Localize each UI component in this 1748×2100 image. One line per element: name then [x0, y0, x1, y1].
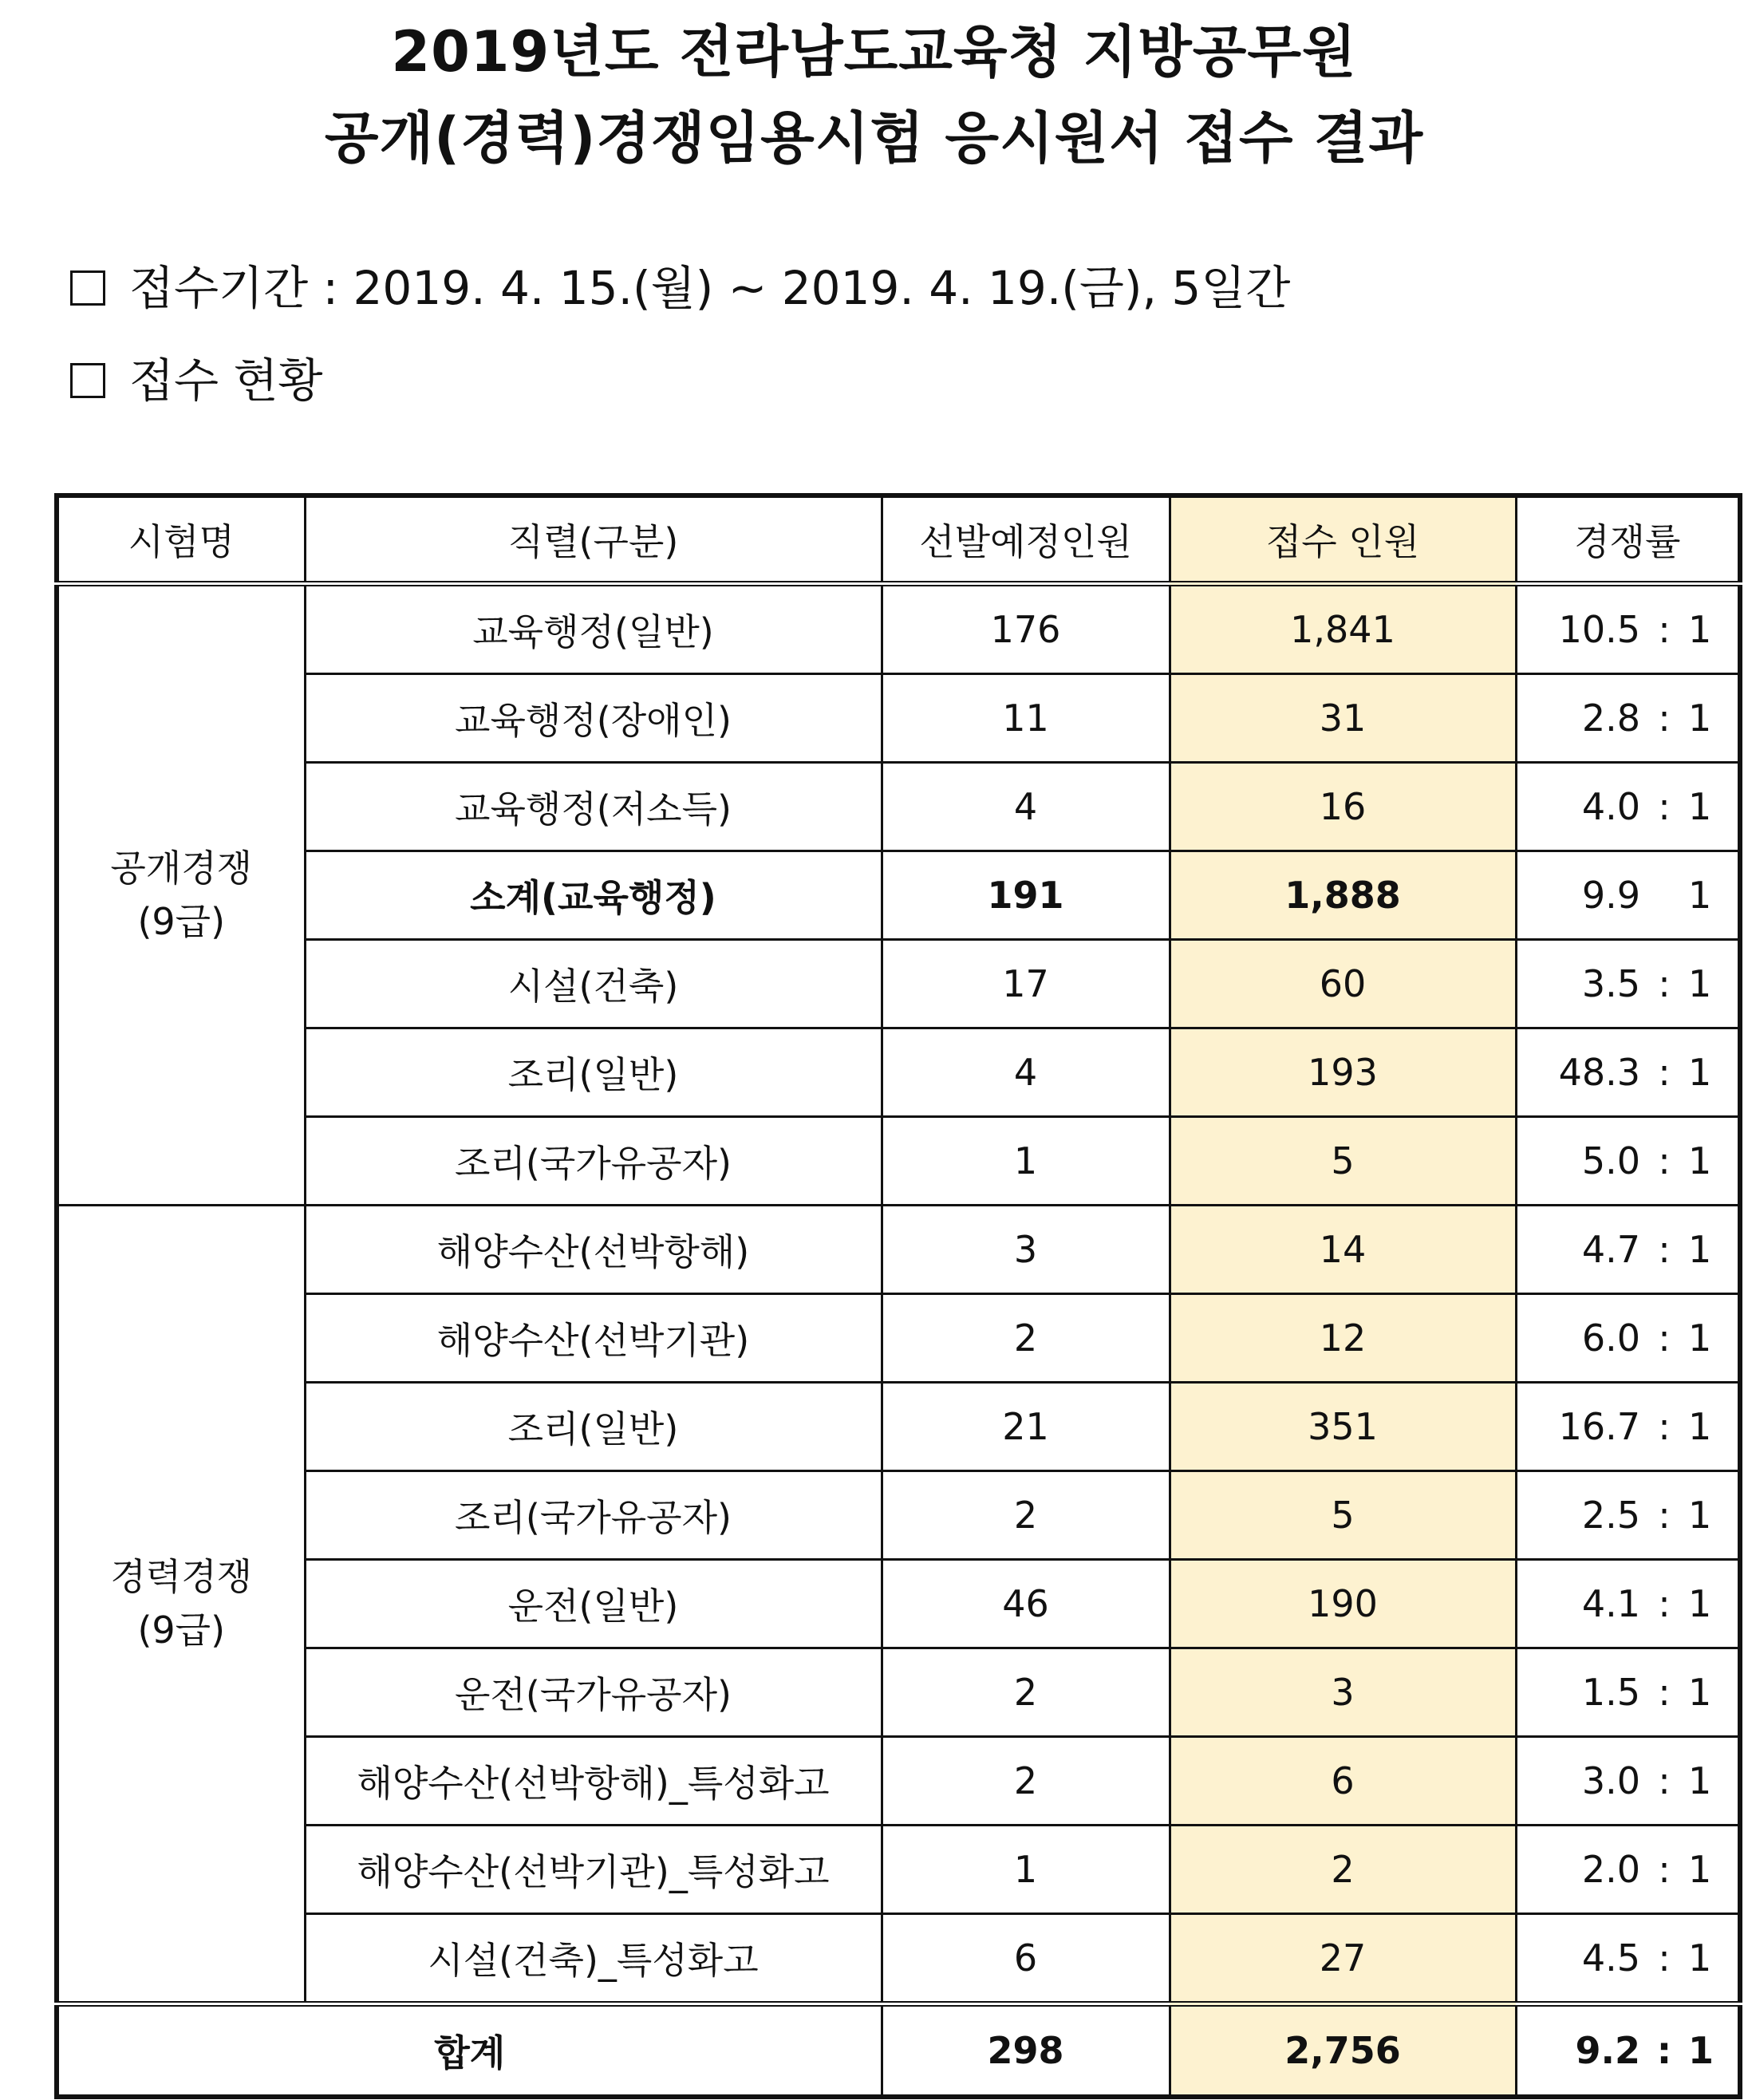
rate-colon: :: [1656, 2029, 1672, 2072]
cell-series: 조리(국가유공자): [305, 1117, 882, 1206]
period-bullet: [70, 261, 1291, 315]
checkbox-square-icon: [70, 270, 105, 306]
table-header-row: [57, 495, 1740, 584]
cell-series: 소계(교육행정): [305, 851, 882, 940]
rate-one: 1: [1688, 785, 1712, 828]
rate-one: 1: [1688, 1936, 1712, 1980]
table-row: [57, 851, 1740, 940]
cell-applicants: 5: [1170, 1471, 1516, 1560]
rate-value: 2.5: [1581, 1494, 1640, 1537]
cell-series: 조리(국가유공자): [305, 1471, 882, 1560]
rate-colon: :: [1658, 608, 1671, 651]
table-row: [57, 674, 1740, 763]
rate-value: 1.5: [1581, 1671, 1640, 1714]
cell-rate: [1516, 674, 1740, 763]
rate-colon: :: [1658, 1494, 1671, 1537]
cell-series: 교육행정(저소득): [305, 763, 882, 851]
cell-planned: 191: [882, 851, 1170, 940]
cell-applicants: 6: [1170, 1737, 1516, 1826]
cell-applicants: 351: [1170, 1383, 1516, 1471]
page-title-line1: 2019년도 전라남도교육청 지방공무원: [391, 19, 1357, 85]
rate-value: 4.1: [1581, 1582, 1640, 1625]
cell-rate: [1516, 1826, 1740, 1914]
cell-applicants: 1,888: [1170, 851, 1516, 940]
rate-colon: :: [1658, 1936, 1671, 1980]
rate-one: 1: [1688, 1051, 1712, 1094]
rate-one: 1: [1688, 1848, 1712, 1891]
rate-one: 1: [1688, 697, 1712, 740]
rate-one: 1: [1688, 1759, 1712, 1802]
table-row: [57, 1826, 1740, 1914]
rate-one: 1: [1688, 1405, 1712, 1448]
cell-rate: [1516, 851, 1740, 940]
results-table: [54, 493, 1742, 2099]
group-career-grade: (9급): [137, 1609, 226, 1652]
rate-one: 1: [1688, 1671, 1712, 1714]
cell-applicants: 1,841: [1170, 584, 1516, 674]
cell-planned: 1: [882, 1117, 1170, 1206]
rate-one: 1: [1688, 1228, 1712, 1271]
cell-applicants: 27: [1170, 1914, 1516, 2004]
cell-planned: 17: [882, 940, 1170, 1028]
group-career-label: 경력경쟁: [110, 1555, 253, 1599]
table-row: [57, 1560, 1740, 1648]
cell-rate: [1516, 1737, 1740, 1826]
cell-planned: 2: [882, 1648, 1170, 1737]
cell-series: 해양수산(선박기관)_특성화고: [305, 1826, 882, 1914]
cell-applicants: 190: [1170, 1560, 1516, 1648]
cell-planned: 2: [882, 1294, 1170, 1383]
cell-series: 해양수산(선박항해): [305, 1206, 882, 1294]
cell-series: 운전(국가유공자): [305, 1648, 882, 1737]
table-row: [57, 1737, 1740, 1826]
group-open-grade: (9급): [137, 900, 226, 943]
cell-rate: [1516, 1560, 1740, 1648]
header-planned: 선발예정인원: [882, 495, 1170, 584]
rate-colon: :: [1658, 697, 1671, 740]
cell-rate: [1516, 940, 1740, 1028]
header-series: 직렬(구분): [305, 495, 882, 584]
rate-value: 5.0: [1581, 1139, 1640, 1182]
rate-colon: :: [1658, 1139, 1671, 1182]
rate-value: 4.0: [1581, 785, 1640, 828]
rate-value: 9.9: [1581, 874, 1640, 917]
rate-one: 1: [1688, 1316, 1712, 1360]
header-exam-name: 시험명: [57, 495, 305, 584]
rate-colon: :: [1658, 1582, 1671, 1625]
rate-one: 1: [1688, 2029, 1714, 2072]
cell-series: 조리(일반): [305, 1028, 882, 1117]
cell-applicants: 5: [1170, 1117, 1516, 1206]
total-planned: 298: [882, 2004, 1170, 2098]
cell-series: 시설(건축): [305, 940, 882, 1028]
status-text: 접수 현황: [129, 353, 323, 408]
cell-series: 교육행정(일반): [305, 584, 882, 674]
group-open-competition: [57, 584, 305, 1206]
cell-applicants: 31: [1170, 674, 1516, 763]
cell-rate: [1516, 1471, 1740, 1560]
rate-colon: :: [1658, 1405, 1671, 1448]
cell-applicants: 3: [1170, 1648, 1516, 1737]
total-applicants: 2,756: [1170, 2004, 1516, 2098]
cell-planned: 6: [882, 1914, 1170, 2004]
rate-one: 1: [1688, 1582, 1712, 1625]
rate-value: 16.7: [1558, 1405, 1640, 1448]
cell-applicants: 14: [1170, 1206, 1516, 1294]
cell-planned: 1: [882, 1826, 1170, 1914]
rate-colon: :: [1658, 1759, 1671, 1802]
cell-series: 조리(일반): [305, 1383, 882, 1471]
rate-colon: :: [1658, 1671, 1671, 1714]
rate-value: 2.8: [1581, 697, 1640, 740]
rate-colon: :: [1658, 1316, 1671, 1360]
cell-series: 시설(건축)_특성화고: [305, 1914, 882, 2004]
rate-value: 6.0: [1581, 1316, 1640, 1360]
cell-applicants: 2: [1170, 1826, 1516, 1914]
table-row: [57, 1206, 1740, 1294]
cell-rate: [1516, 1294, 1740, 1383]
rate-value: 2.0: [1581, 1848, 1640, 1891]
cell-rate: [1516, 1206, 1740, 1294]
rate-one: 1: [1688, 962, 1712, 1005]
table-row: [57, 1914, 1740, 2004]
table-row: [57, 584, 1740, 674]
cell-planned: 46: [882, 1560, 1170, 1648]
table-total-row: [57, 2004, 1740, 2098]
cell-planned: 3: [882, 1206, 1170, 1294]
table-row: [57, 1383, 1740, 1471]
rate-colon: :: [1658, 962, 1671, 1005]
rate-value: 9.2: [1575, 2029, 1640, 2072]
cell-rate: [1516, 584, 1740, 674]
rate-one: 1: [1688, 1139, 1712, 1182]
cell-planned: 4: [882, 763, 1170, 851]
page-title-line2: 공개(경력)경쟁임용시험 응시원서 접수 결과: [324, 105, 1424, 171]
cell-planned: 4: [882, 1028, 1170, 1117]
cell-planned: 21: [882, 1383, 1170, 1471]
rate-one: 1: [1688, 1494, 1712, 1537]
total-rate: [1516, 2004, 1740, 2098]
rate-value: 3.0: [1581, 1759, 1640, 1802]
table-row: [57, 1294, 1740, 1383]
group-career-competition: [57, 1206, 305, 2004]
rate-value: 4.7: [1581, 1228, 1640, 1271]
header-rate: 경쟁률: [1516, 495, 1740, 584]
rate-value: 3.5: [1581, 962, 1640, 1005]
cell-planned: 11: [882, 674, 1170, 763]
cell-planned: 2: [882, 1737, 1170, 1826]
rate-colon: :: [1658, 1848, 1671, 1891]
cell-applicants: 16: [1170, 763, 1516, 851]
cell-rate: [1516, 763, 1740, 851]
table-row: [57, 1117, 1740, 1206]
cell-rate: [1516, 1117, 1740, 1206]
cell-rate: [1516, 1028, 1740, 1117]
total-label: 합계: [57, 2004, 882, 2098]
status-bullet: [70, 353, 323, 408]
period-text: 접수기간 : 2019. 4. 15.(월) ~ 2019. 4. 19.(금), 5일간: [129, 261, 1291, 315]
rate-one: 1: [1688, 874, 1712, 917]
cell-series: 교육행정(장애인): [305, 674, 882, 763]
rate-value: 10.5: [1558, 608, 1640, 651]
header-applicants: 접수 인원: [1170, 495, 1516, 584]
cell-planned: 2: [882, 1471, 1170, 1560]
rate-colon: :: [1658, 1051, 1671, 1094]
cell-applicants: 12: [1170, 1294, 1516, 1383]
group-open-label: 공개경쟁: [110, 847, 253, 890]
table-row: [57, 1648, 1740, 1737]
cell-rate: [1516, 1914, 1740, 2004]
rate-colon: :: [1658, 1228, 1671, 1271]
rate-colon: :: [1658, 785, 1671, 828]
checkbox-square-icon: [70, 363, 105, 398]
rate-value: 48.3: [1558, 1051, 1640, 1094]
cell-series: 해양수산(선박기관): [305, 1294, 882, 1383]
table-row: [57, 1471, 1740, 1560]
cell-rate: [1516, 1383, 1740, 1471]
cell-applicants: 193: [1170, 1028, 1516, 1117]
cell-planned: 176: [882, 584, 1170, 674]
table-row: [57, 1028, 1740, 1117]
cell-series: 해양수산(선박항해)_특성화고: [305, 1737, 882, 1826]
table-row: [57, 763, 1740, 851]
cell-rate: [1516, 1648, 1740, 1737]
cell-applicants: 60: [1170, 940, 1516, 1028]
rate-value: 4.5: [1581, 1936, 1640, 1980]
cell-series: 운전(일반): [305, 1560, 882, 1648]
rate-one: 1: [1688, 608, 1712, 651]
table-row: [57, 940, 1740, 1028]
